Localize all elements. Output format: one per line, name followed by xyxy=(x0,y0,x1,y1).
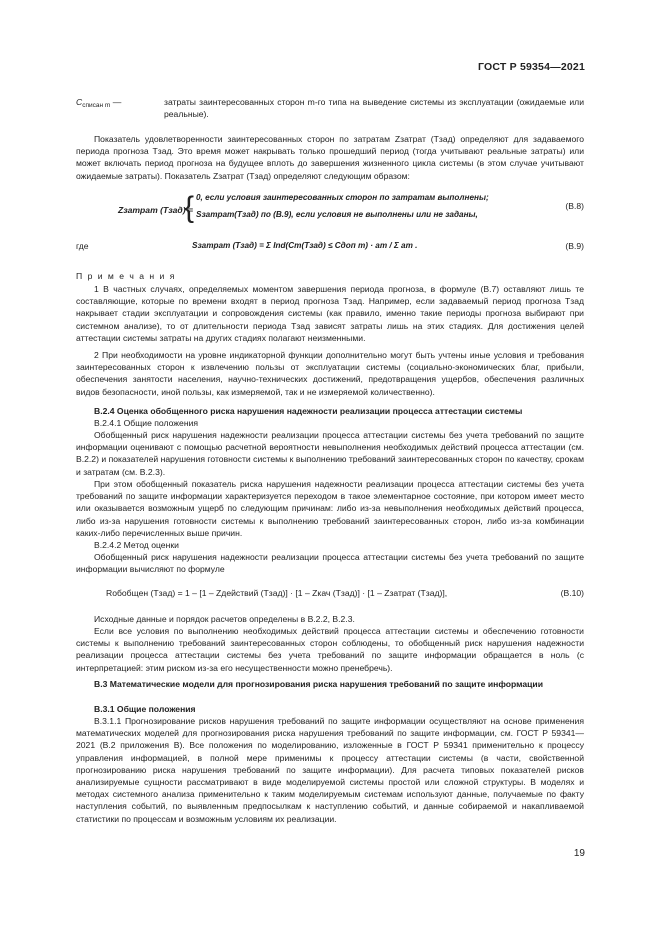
formula-b8 xyxy=(76,191,584,225)
note-2: 2 При необходимости на уровне индикаторной функции дополнительно могут быть учтены иные условия и требования заинтересованных сторон к извлечению пользы от эксплуатации системы (социально-экономических благ, прибыли, обеспечения занятости населения, научно-технических достижений, предотвращения ущербов, обеспечения различных видов безопасности, иной пользы, как измеряемой, так и не измеряемой количественно). xyxy=(76,350,584,397)
formula-b8-case2: Sзатрат(Tзад) по (В.9), если условия не выполнены или не заданы, xyxy=(196,210,478,219)
where-label: где xyxy=(76,241,89,251)
formula-b10-number: (В.10) xyxy=(560,588,584,598)
formula-b10 xyxy=(76,586,584,606)
paragraph-satisfaction-costs: Показатель удовлетворенности заинтересованных сторон по затратам Zзатрат (Tзад) определяют для задаваемого периода прогноза Tзад. Это время может накрывать только прошедший период (тогда учитывают реальные затраты) или может включать период прогноза на будущее вплоть до завершения жизненного цикла системы (в этом случае учитывают ожидаемые затраты). Показатель Zзатрат (Tзад) определяют следующим образом: xyxy=(76,134,584,181)
section-b31-heading: В.3.1 Общие положения xyxy=(94,704,196,714)
definition-c-spisan xyxy=(76,96,584,120)
paragraph-generalized-indicator: При этом обобщенный показатель риска нарушения надежности реализации процесса аттестации системы без учета требований по защите информации характеризуется переходом в такое элементарное состояние, при котором имеет место или оказывается возможным ущерб по следующим причинам: либо из-за невыполнения необходимых действий процесса, либо из-за нарушения готовности системы к выполнению требований заинтересованных сторон, либо из-за комбинации каких-либо перечисленных выше причин. xyxy=(76,479,584,538)
section-b3-heading: В.3 Математические модели для прогнозирования риска нарушения требований по защите информации xyxy=(94,679,543,689)
paragraph-method: Обобщенный риск нарушения надежности реализации процесса аттестации системы без учета требований по защите информации вычисляют по формуле xyxy=(76,552,584,575)
note-1: 1 В частных случаях, определяемых моментом завершения периода прогноза, в формуле (В.7) оставляют лишь те составляющие, которые по времени входят в период прогноза Tзад. Например, если задаваемый период прогноза Tзад накрывает стадии эксплуатации и сопровождения системы (как правило, именно такие периоды прогноза выбирают при системном анализе), то от длительности периода Tзад зависят затраты лишь на этих стадиях. Для достижения целей аттестации системы затраты на других стадиях полагают неизменными. xyxy=(76,284,584,343)
formula-b8-lhs: Zзатрат (Tзад) = xyxy=(118,205,193,215)
standard-header: ГОСТ Р 59354—2021 xyxy=(477,61,585,73)
formula-b9 xyxy=(76,233,584,263)
paragraph-conditions: Если все условия по выполнению необходимых действий процесса аттестации системы и обеспечению готовности системы к выполнению требований заинтересованных сторон соблюдены, то обобщенный риск нарушения надежности реализации процесса аттестации системы без учета требований по защите информации обращается в ноль (с интерпретацией: этим риском из-за его несущественности можно пренебречь). xyxy=(76,626,584,673)
formula-b9-expr: Sзатрат (Tзад) = Σ Ind(Cm(Tзад) ≤ Cдоп m) · am / Σ am . xyxy=(192,241,418,250)
page-number: 19 xyxy=(573,848,585,859)
section-b242-heading: В.2.4.2 Метод оценки xyxy=(94,540,179,550)
formula-b9-number: (В.9) xyxy=(565,241,584,251)
brace-symbol: { xyxy=(184,191,195,224)
section-b24-heading: В.2.4 Оценка обобщенного риска нарушения надежности реализации процесса аттестации системы xyxy=(94,406,523,416)
section-b241-heading: В.2.4.1 Общие положения xyxy=(94,418,199,428)
paragraph-b311: В.3.1.1 Прогнозирование рисков нарушения требований по защите информации осуществляют на основе применения математических моделей для прогнозирования риска нарушения требований по защите информации, см. ГОСТ Р 59341—2021 (В.2 приложения В). Все положения по моделированию, изложенные в ГОСТ Р 59341 применительно к процессу управления информацией, в полной мере применимы к процессу аттестации системы (в части, свойственной прогнозированию риска нарушения требований по защите информации). Для расчета типовых показателей рисков анализируемые сущности рассматривают в виде моделируемой системы простой или сложной структуры. В моделях и методах системного анализа применительно к таким моделируемым системам используют данные, получаемые по факту наступления событий, по выявленным предпосылкам к наступлению событий, и данные собираемой и накапливаемой статистики по процессам и возможным условиям их реализации. xyxy=(76,716,584,824)
paragraph-generalized-risk: Обобщенный риск нарушения надежности реализации процесса аттестации системы без учета требований по защите информации оценивают с помощью расчетной вероятности невыполнения необходимых действий процесса аттестации (см. В.2.2) и показателей нарушения готовности системы к выполнению требований заинтересованных сторон по качеству, срокам и затратам (см. В.2.3). xyxy=(76,430,584,477)
formula-b8-number: (В.8) xyxy=(565,201,584,211)
definition-symbol: $C_{списан m}$ — xyxy=(76,97,122,109)
paragraph-input-data: Исходные данные и порядок расчетов определены в В.2.2, В.2.3. xyxy=(94,614,355,624)
formula-b8-case1: 0, если условия заинтересованных сторон по затратам выполнены; xyxy=(196,193,489,202)
definition-text: затраты заинтересованных сторон m-го типа на выведение системы из эксплуатации (ожидаемые или реальные). xyxy=(164,97,584,120)
formula-b10-expr: Rобобщен (Tзад) = 1 – [1 – Zдействий (Tзад)] · [1 – Zкач (Tзад)] · [1 – Zзатрат (Tзад)], xyxy=(106,588,448,598)
notes-title: П р и м е ч а н и я xyxy=(76,271,176,281)
